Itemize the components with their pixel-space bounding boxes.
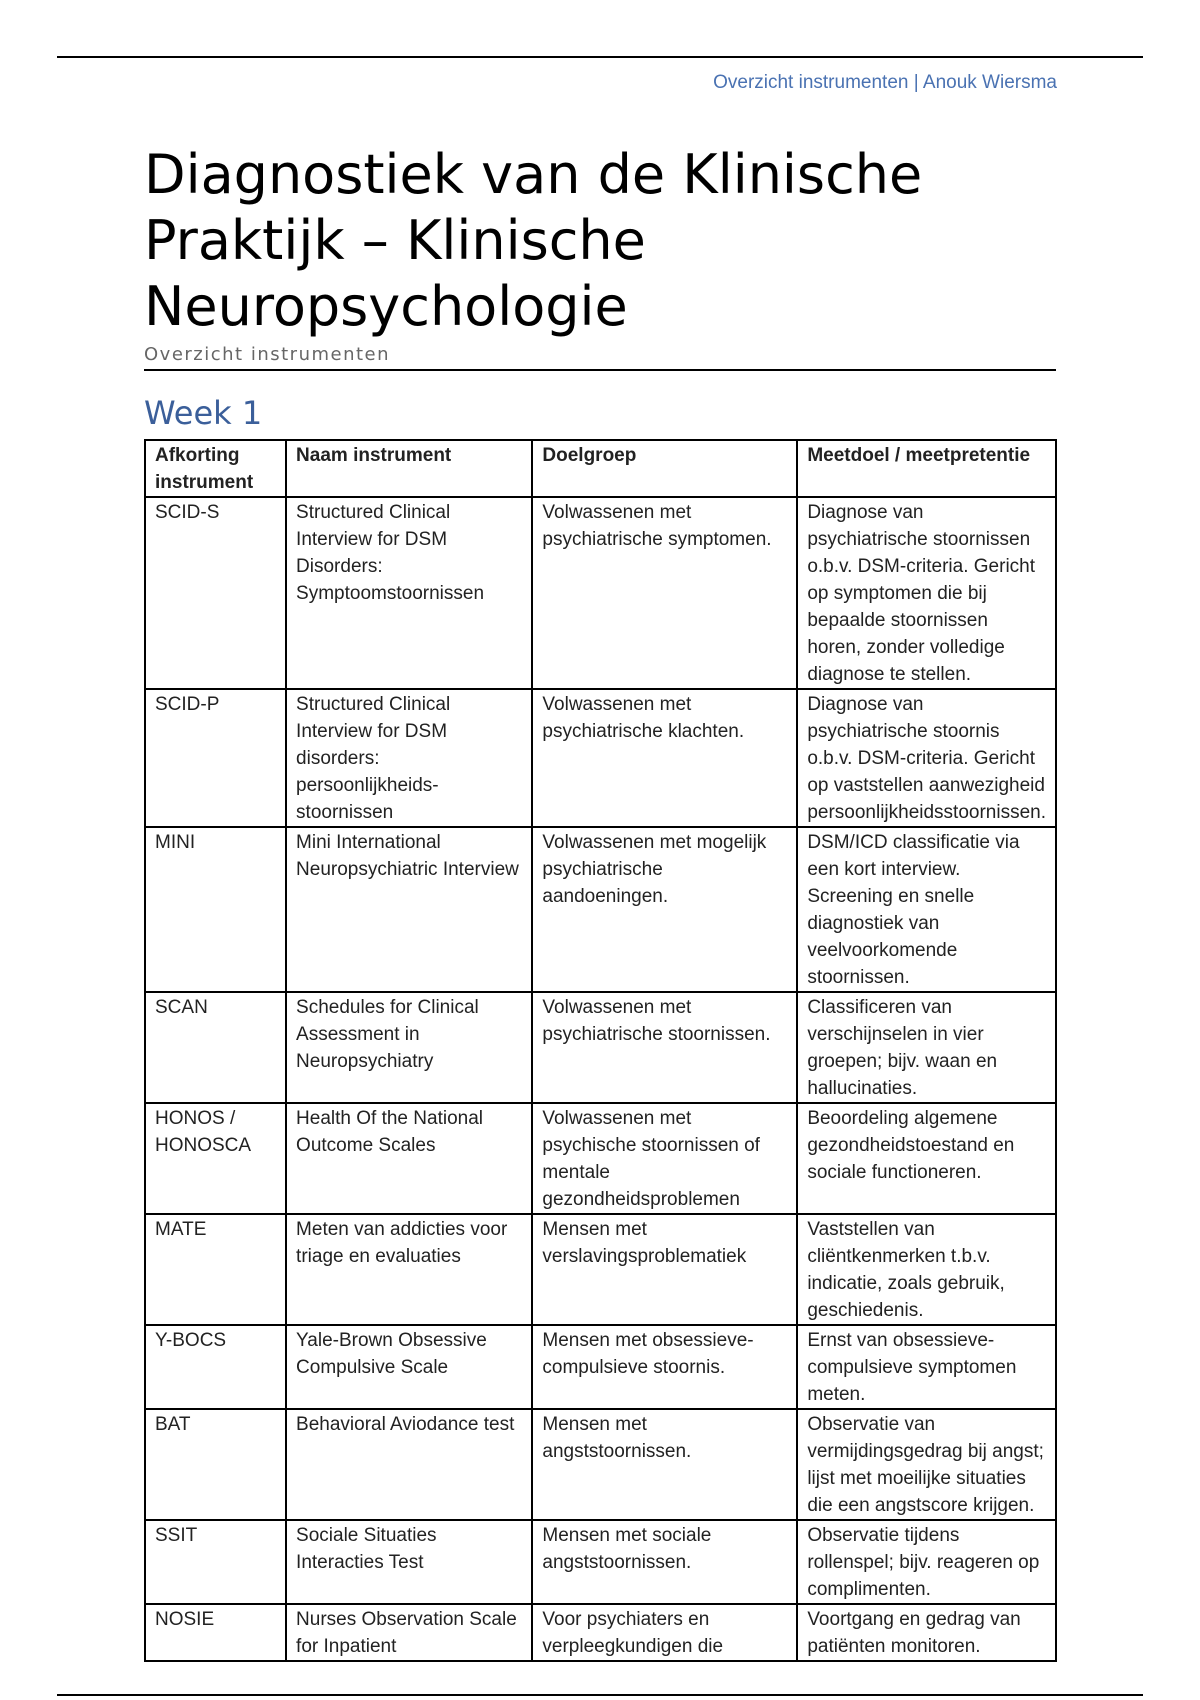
cell-naam: Yale-Brown Obsessive Compulsive Scale <box>286 1325 532 1409</box>
section-heading-week-1: Week 1 <box>144 394 263 432</box>
cell-meetdoel: Beoordeling algemene gezondheidstoestand en sociale functioneren. <box>797 1103 1056 1214</box>
table-row <box>145 1214 1056 1325</box>
cell-doelgroep: Mensen met angststoornissen. <box>532 1409 797 1520</box>
table-row <box>145 1409 1056 1520</box>
cell-doelgroep: Voor psychiaters en verpleegkundigen die <box>532 1604 797 1661</box>
table-header-row <box>145 440 1056 497</box>
cell-meetdoel: Voortgang en gedrag van patiënten monitoren. <box>797 1604 1056 1661</box>
column-header-naam: Naam instrument <box>286 440 532 497</box>
cell-meetdoel: Classificeren van verschijnselen in vier groepen; bijv. waan en hallucinaties. <box>797 992 1056 1103</box>
cell-afkorting: HONOS / HONOSCA <box>145 1103 286 1214</box>
table-row <box>145 992 1056 1103</box>
cell-naam: Meten van addicties voor triage en evaluaties <box>286 1214 532 1325</box>
table-row <box>145 689 1056 827</box>
instruments-table <box>144 439 1057 1662</box>
column-header-doelgroep: Doelgroep <box>532 440 797 497</box>
cell-meetdoel: Diagnose van psychiatrische stoornis o.b.v. DSM-criteria. Gericht op vaststellen aanwezigheid persoonlijkheidsstoornissen. <box>797 689 1056 827</box>
table-row <box>145 1103 1056 1214</box>
header-rule <box>57 56 1143 58</box>
table-row <box>145 827 1056 992</box>
cell-afkorting: MINI <box>145 827 286 992</box>
cell-doelgroep: Mensen met verslavingsproblematiek <box>532 1214 797 1325</box>
cell-doelgroep: Volwassenen met mogelijk psychiatrische aandoeningen. <box>532 827 797 992</box>
cell-afkorting: SCID-S <box>145 497 286 689</box>
cell-meetdoel: Observatie van vermijdingsgedrag bij angst; lijst met moeilijke situaties die een angstscore krijgen. <box>797 1409 1056 1520</box>
running-header: Overzicht instrumenten | Anouk Wiersma <box>713 72 1057 93</box>
cell-meetdoel: Vaststellen van cliëntkenmerken t.b.v. indicatie, zoals gebruik, geschiedenis. <box>797 1214 1056 1325</box>
column-header-meetdoel: Meetdoel / meetpretentie <box>797 440 1056 497</box>
table-row <box>145 1520 1056 1604</box>
cell-afkorting: SCID-P <box>145 689 286 827</box>
cell-doelgroep: Mensen met obsessieve-compulsieve stoornis. <box>532 1325 797 1409</box>
title-rule <box>144 369 1056 371</box>
cell-afkorting: SCAN <box>145 992 286 1103</box>
document-title: Diagnostiek van de Klinische Praktijk – Klinische Neuropsychologie <box>144 143 923 338</box>
column-header-afkorting: Afkorting instrument <box>145 440 286 497</box>
footer-rule <box>57 1694 1143 1696</box>
cell-afkorting: MATE <box>145 1214 286 1325</box>
cell-naam: Health Of the National Outcome Scales <box>286 1103 532 1214</box>
cell-doelgroep: Volwassenen met psychiatrische symptomen. <box>532 497 797 689</box>
cell-meetdoel: Ernst van obsessieve-compulsieve symptomen meten. <box>797 1325 1056 1409</box>
table-row <box>145 1325 1056 1409</box>
cell-naam: Schedules for Clinical Assessment in Neuropsychiatry <box>286 992 532 1103</box>
table-row <box>145 1604 1056 1661</box>
cell-afkorting: BAT <box>145 1409 286 1520</box>
cell-naam: Structured Clinical Interview for DSM disorders: persoonlijkheids-stoornissen <box>286 689 532 827</box>
cell-naam: Sociale Situaties Interacties Test <box>286 1520 532 1604</box>
cell-naam: Nurses Observation Scale for Inpatient <box>286 1604 532 1661</box>
cell-meetdoel: DSM/ICD classificatie via een kort interview. Screening en snelle diagnostiek van veelvoorkomende stoornissen. <box>797 827 1056 992</box>
cell-doelgroep: Mensen met sociale angststoornissen. <box>532 1520 797 1604</box>
document-subtitle: Overzicht instrumenten <box>144 344 391 365</box>
cell-meetdoel: Diagnose van psychiatrische stoornissen o.b.v. DSM-criteria. Gericht op symptomen die bij bepaalde stoornissen horen, zonder volledige diagnose te stellen. <box>797 497 1056 689</box>
cell-naam: Structured Clinical Interview for DSM Disorders: Symptoomstoornissen <box>286 497 532 689</box>
cell-meetdoel: Observatie tijdens rollenspel; bijv. reageren op complimenten. <box>797 1520 1056 1604</box>
cell-doelgroep: Volwassenen met psychiatrische klachten. <box>532 689 797 827</box>
cell-naam: Behavioral Aviodance test <box>286 1409 532 1520</box>
cell-doelgroep: Volwassenen met psychiatrische stoornissen. <box>532 992 797 1103</box>
table-row <box>145 497 1056 689</box>
cell-doelgroep: Volwassenen met psychische stoornissen of mentale gezondheidsproblemen <box>532 1103 797 1214</box>
cell-afkorting: NOSIE <box>145 1604 286 1661</box>
cell-afkorting: SSIT <box>145 1520 286 1604</box>
cell-naam: Mini International Neuropsychiatric Interview <box>286 827 532 992</box>
cell-afkorting: Y-BOCS <box>145 1325 286 1409</box>
